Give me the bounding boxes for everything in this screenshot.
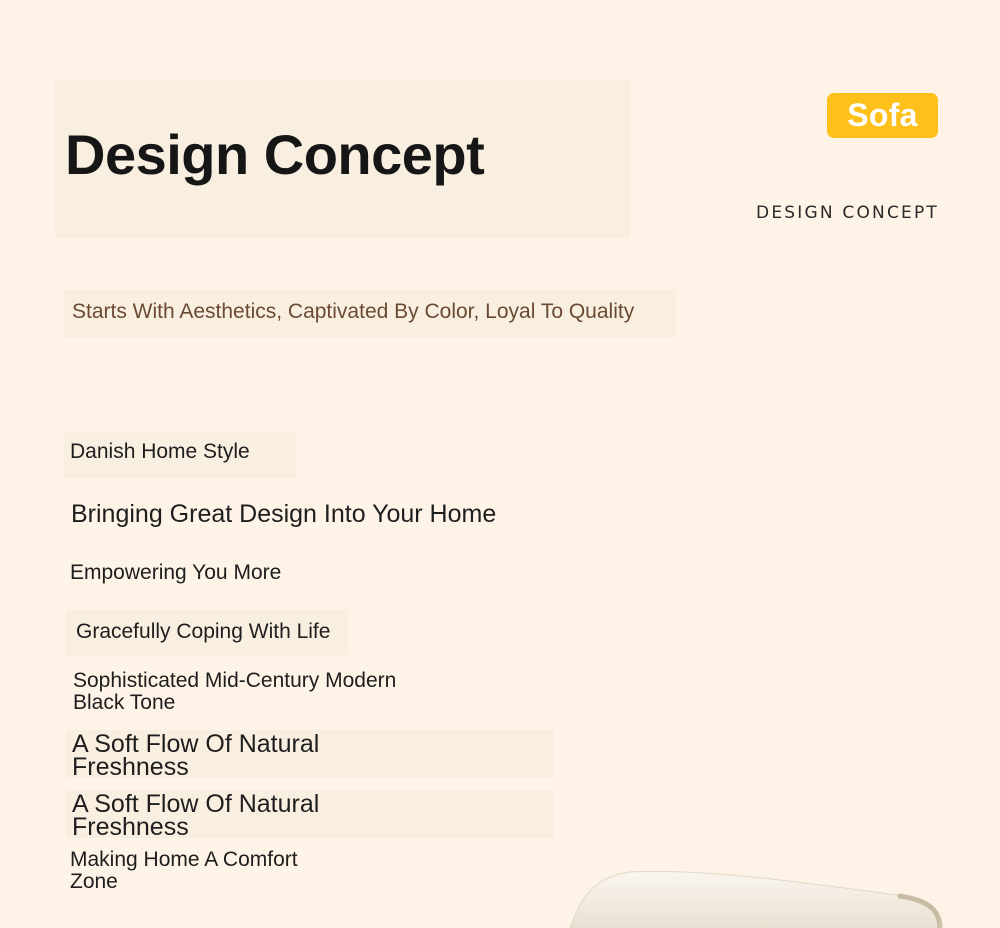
- feature-line: A Soft Flow Of Natural: [72, 730, 320, 758]
- feature-line: A Soft Flow Of Natural: [72, 790, 320, 818]
- feature-line: Bringing Great Design Into Your Home: [71, 500, 497, 528]
- tagline: Starts With Aesthetics, Captivated By Color, Loyal To Quality: [72, 300, 635, 323]
- feature-line: Black Tone: [73, 691, 176, 715]
- feature-item: [70, 441, 250, 463]
- feature-item: [73, 670, 396, 714]
- feature-line: Making Home A Comfort: [70, 848, 298, 871]
- feature-line: Sophisticated Mid-Century Modern: [73, 669, 397, 692]
- page-subtitle: DESIGN CONCEPT: [756, 203, 939, 223]
- feature-item: [70, 562, 281, 584]
- feature-item: [70, 849, 298, 893]
- feature-line: Empowering You More: [70, 561, 282, 584]
- feature-item: [71, 501, 496, 527]
- sofa-image: [560, 868, 960, 928]
- feature-item: [72, 790, 320, 841]
- feature-line: Gracefully Coping With Life: [76, 620, 331, 643]
- feature-line: Freshness: [72, 812, 189, 841]
- feature-item: [72, 730, 320, 781]
- feature-line: Zone: [70, 870, 118, 894]
- feature-line: Freshness: [72, 752, 189, 781]
- page-title: Design Concept: [65, 123, 485, 186]
- sofa-badge: Sofa: [827, 93, 938, 138]
- feature-item: [76, 621, 330, 643]
- feature-line: Danish Home Style: [70, 440, 250, 463]
